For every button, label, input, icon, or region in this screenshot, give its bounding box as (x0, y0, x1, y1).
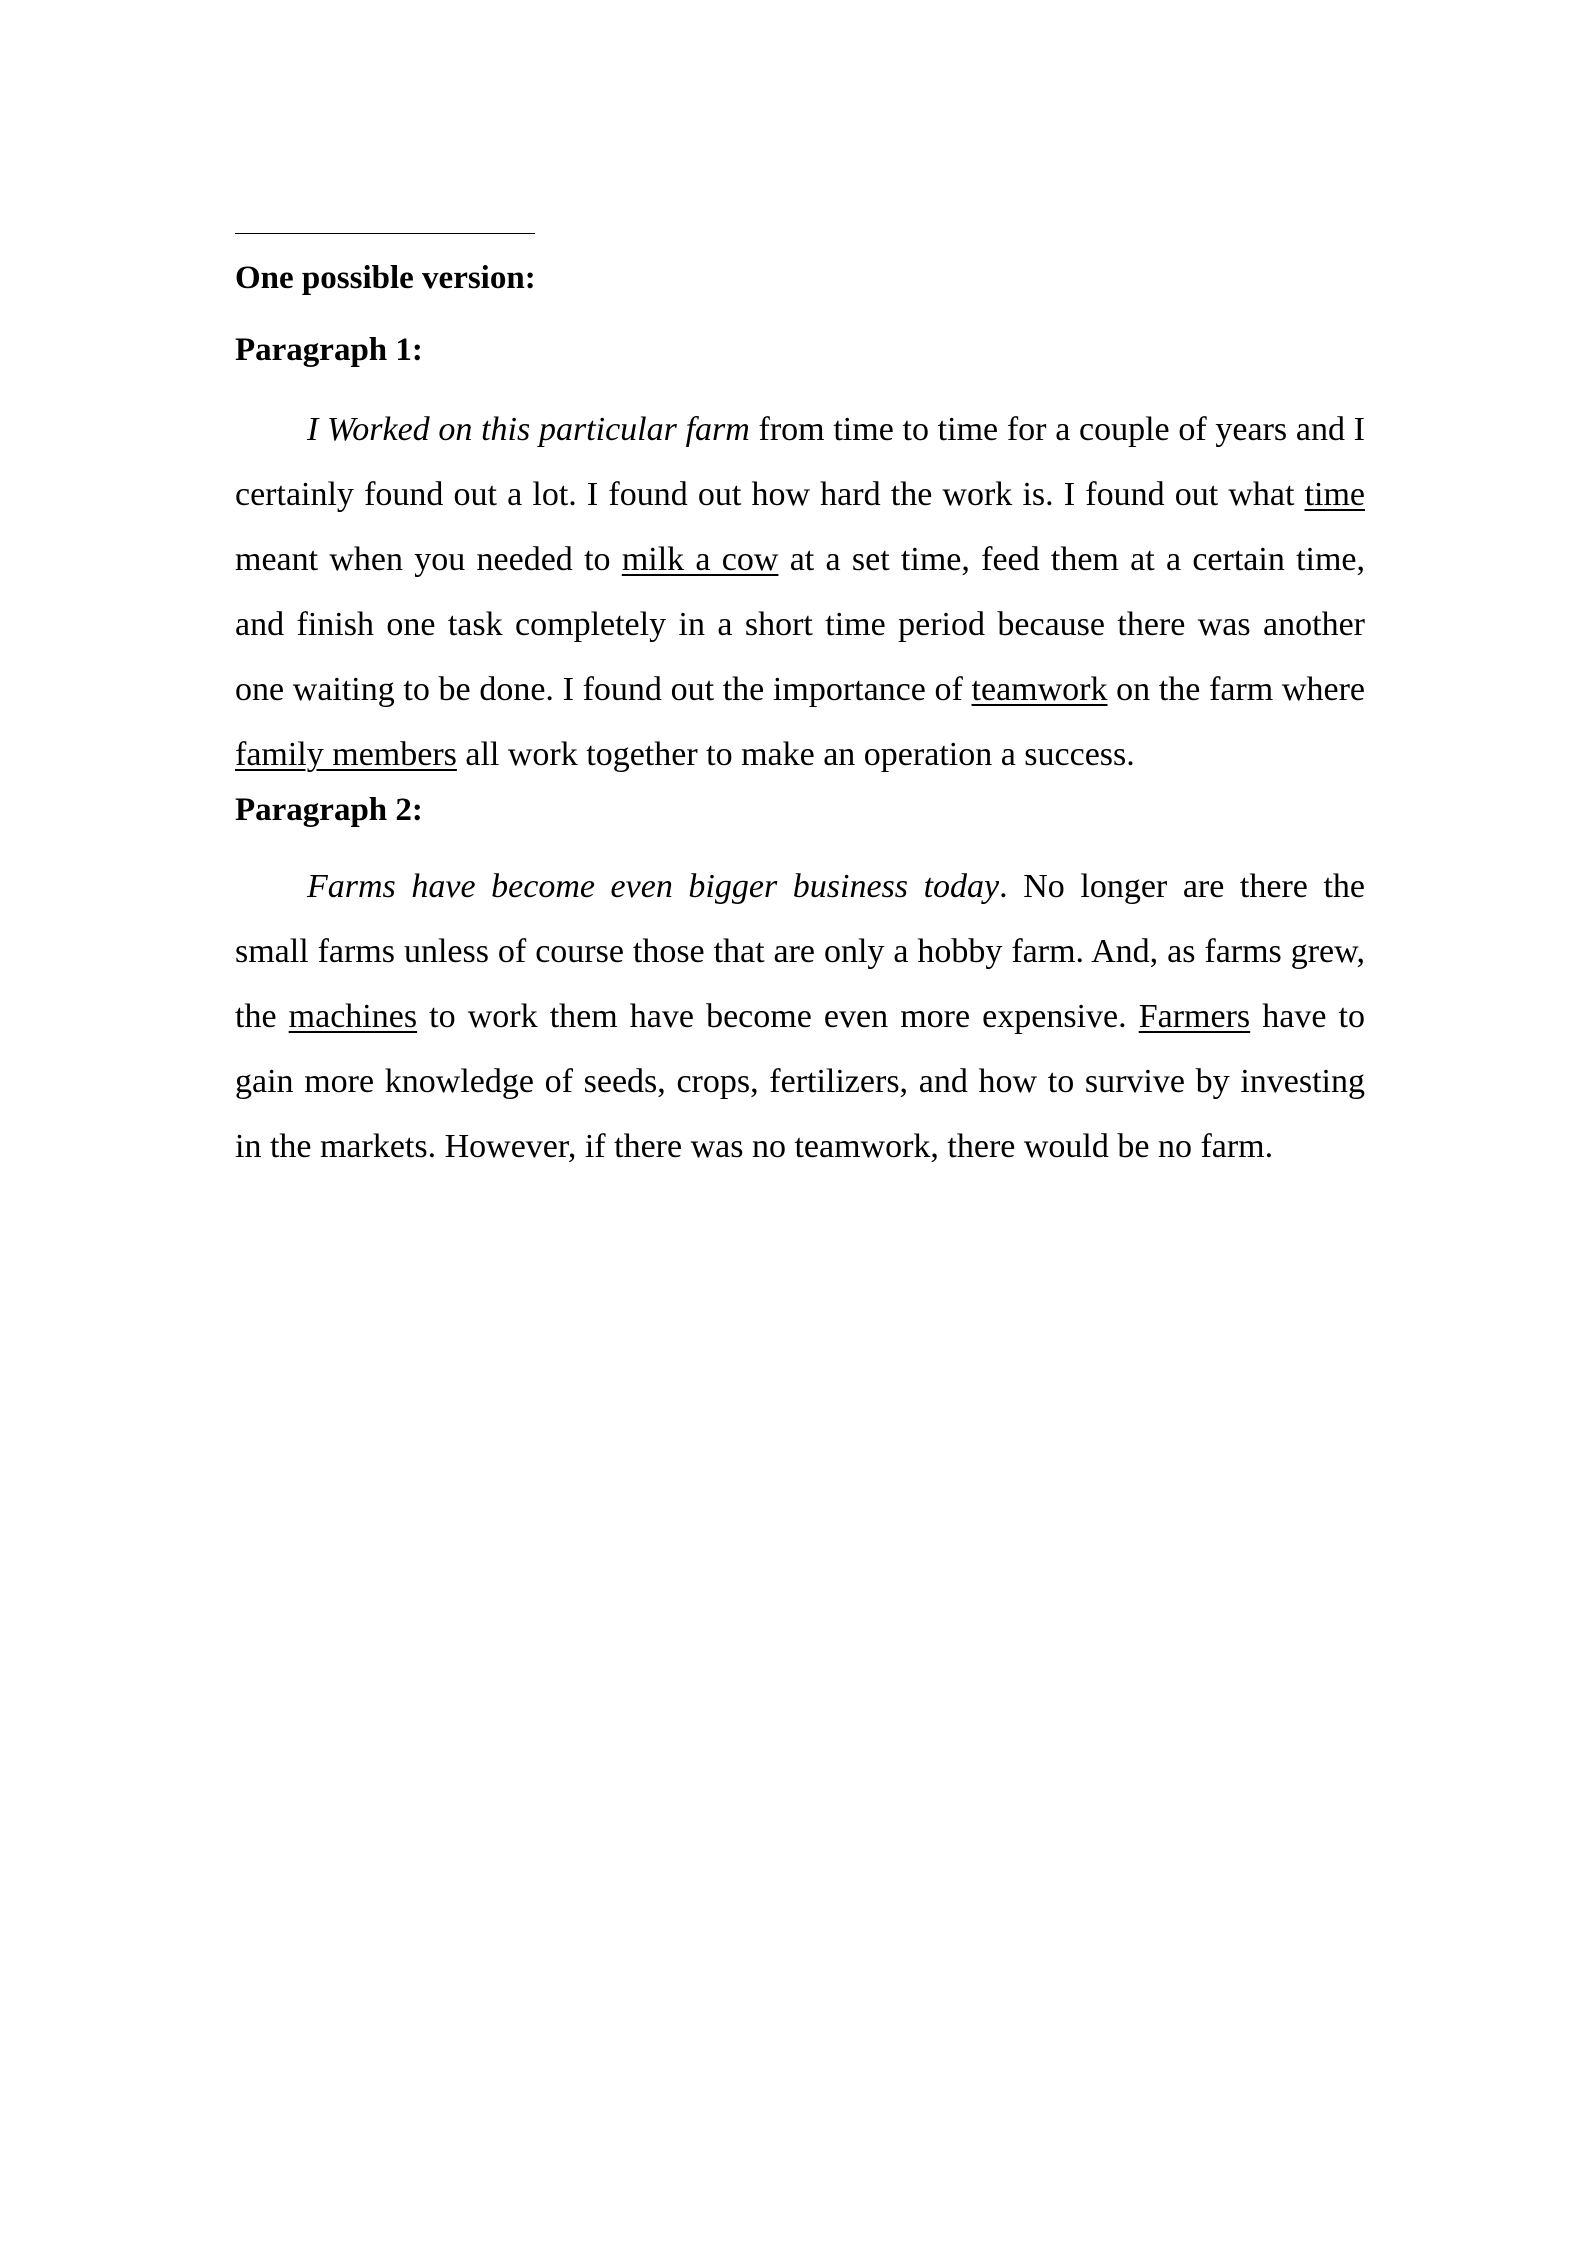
text-run: from time to time for a couple of years and I certainly found out a lot. I found out how hard the work is. I found out what (235, 411, 1366, 513)
version-heading: One possible version: (235, 260, 536, 296)
underlined-phrase-milk-a-cow: milk a cow (621, 541, 779, 578)
text-run: meant when you needed to (235, 541, 622, 578)
underlined-word-time: time (1304, 476, 1365, 513)
underlined-word-farmers: Farmers (1138, 998, 1251, 1035)
paragraph-1-opening-sentence: I Worked on this particular farm (307, 411, 750, 448)
underlined-word-teamwork: teamwork (971, 671, 1108, 708)
paragraph-2-label: Paragraph 2: (235, 792, 423, 828)
paragraph-2-opening-sentence: Farms have become even bigger business today (307, 868, 1000, 905)
text-run: have to gain more knowledge of seeds, crops, fertilizers, and how to survive by investing in the markets. However, if there was no teamwork, there would be no farm. (235, 998, 1365, 1165)
paragraph-1-text (235, 397, 1365, 787)
text-run: on the farm where (1107, 671, 1365, 708)
footnote-separator-line (235, 233, 535, 234)
text-run: to work them have become even more expensive. (417, 998, 1139, 1035)
text-run: . No longer are there the small farms unless of course those that are only a hobby farm. And, as farms grew, the (235, 868, 1365, 1035)
paragraph-1-label: Paragraph 1: (235, 332, 423, 368)
underlined-phrase-family-members: family members (235, 736, 457, 773)
text-run: at a set time, feed them at a certain time, and finish one task completely in a short time period because there was another one waiting to be done. I found out the importance of (235, 541, 1366, 708)
document-body (235, 258, 1365, 1179)
paragraph-2-text (235, 854, 1365, 1179)
underlined-word-machines: machines (288, 998, 418, 1035)
text-run: all work together to make an operation a success. (456, 736, 1135, 773)
